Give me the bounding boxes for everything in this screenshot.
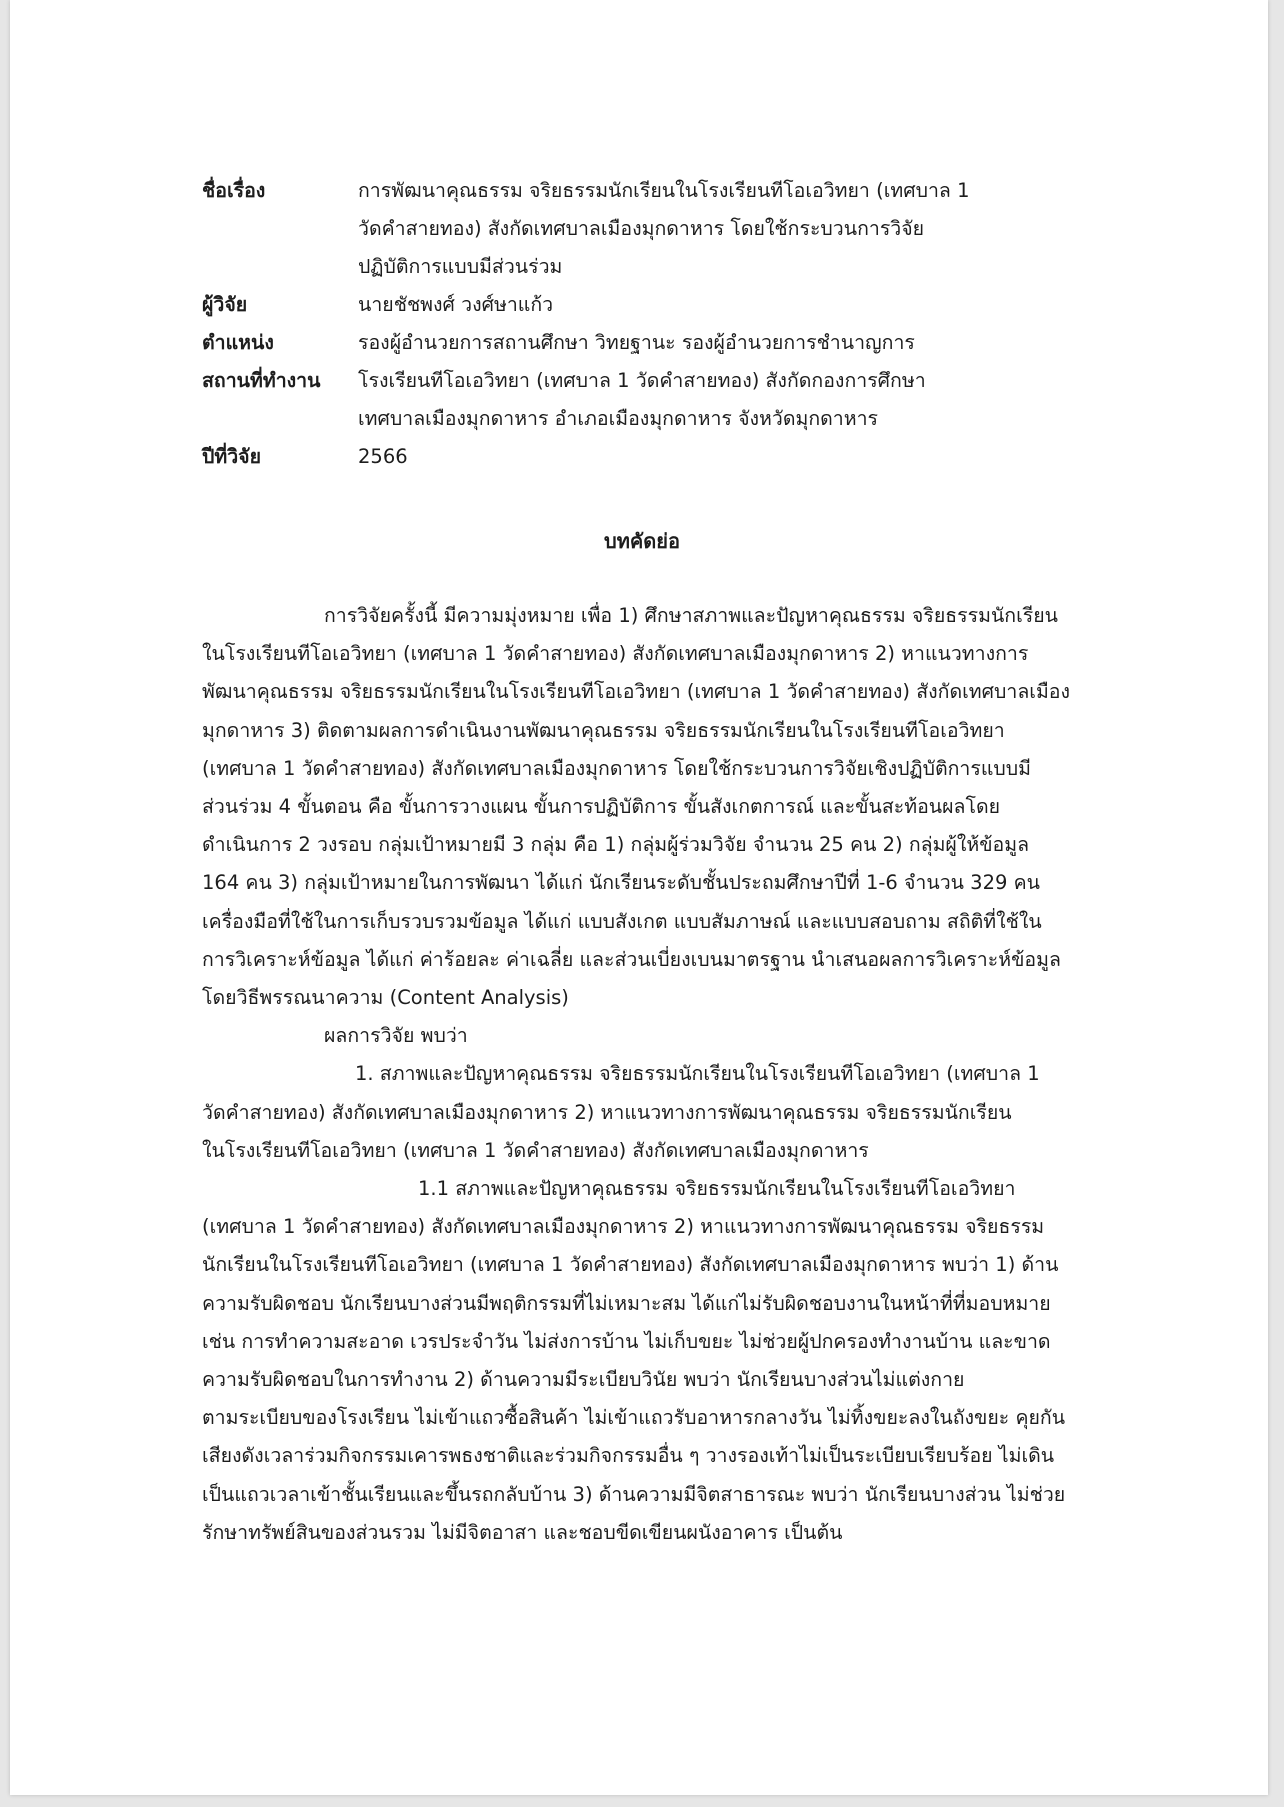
abstract-heading: บทคัดย่อ bbox=[604, 529, 680, 553]
abstract-line: 1.1 สภาพและปัญหาคุณธรรม จริยธรรมนักเรียนในโรงเรียนทีโอเอวิทยา bbox=[418, 1177, 1016, 1201]
abstract-line: การวิเคราะห์ข้อมูล ได้แก่ ค่าร้อยละ ค่าเฉลี่ย และส่วนเบี่ยงเบนมาตรฐาน นำเสนอผลการวิเคราะห์ข้อมูล bbox=[202, 947, 1061, 971]
meta-title-line: วัดคำสายทอง) สังกัดเทศบาลเมืองมุกดาหาร โดยใช้กระบวนการวิจัย bbox=[358, 217, 925, 240]
abstract-line: ในโรงเรียนทีโอเอวิทยา (เทศบาล 1 วัดคำสายทอง) สังกัดเทศบาลเมืองมุกดาหาร 2) หาแนวทางการ bbox=[202, 642, 1029, 666]
abstract-line: พัฒนาคุณธรรม จริยธรรมนักเรียนในโรงเรียนทีโอเอวิทยา (เทศบาล 1 วัดคำสายทอง) สังกัดเทศบาลเมือง bbox=[202, 680, 1071, 704]
abstract-line: (เทศบาล 1 วัดคำสายทอง) สังกัดเทศบาลเมืองมุกดาหาร 2) หาแนวทางการพัฒนาคุณธรรม จริยธรรม bbox=[202, 1215, 1045, 1239]
meta-title-value bbox=[358, 172, 1082, 286]
meta-title-row bbox=[202, 172, 1082, 286]
meta-position-label: ตำแหน่ง bbox=[202, 331, 274, 354]
abstract-line: วัดคำสายทอง) สังกัดเทศบาลเมืองมุกดาหาร 2) หาแนวทางการพัฒนาคุณธรรม จริยธรรมนักเรียน bbox=[202, 1100, 1012, 1124]
document-metadata bbox=[202, 172, 1082, 476]
abstract-line: รักษาทรัพย์สินของส่วนรวม ไม่มีจิตอาสา และชอบขีดเขียนผนังอาคาร เป็นต้น bbox=[202, 1520, 843, 1544]
meta-position-value: รองผู้อำนวยการสถานศึกษา วิทยฐานะ รองผู้อำนวยการชำนาญการ bbox=[358, 331, 915, 354]
meta-year-value: 2566 bbox=[358, 445, 408, 468]
abstract-line: ตามระเบียบของโรงเรียน ไม่เข้าแถวซื้อสินค้า ไม่เข้าแถวรับอาหารกลางวัน ไม่ทิ้งขยะลงในถังขยะ คุยกัน bbox=[202, 1406, 1066, 1430]
abstract-line: นักเรียนในโรงเรียนทีโอเอวิทยา (เทศบาล 1 วัดคำสายทอง) สังกัดเทศบาลเมืองมุกดาหาร พบว่า 1) ด้าน bbox=[202, 1253, 1059, 1277]
meta-year-label: ปีที่วิจัย bbox=[202, 445, 262, 468]
abstract-line: (เทศบาล 1 วัดคำสายทอง) สังกัดเทศบาลเมืองมุกดาหาร โดยใช้กระบวนการวิจัยเชิงปฏิบัติการแบบมี bbox=[202, 756, 1032, 780]
meta-researcher-label: ผู้วิจัย bbox=[202, 293, 248, 316]
meta-researcher-value: นายชัชพงศ์ วงศ์ษาแก้ว bbox=[358, 293, 554, 316]
meta-workplace-row bbox=[202, 362, 1082, 438]
abstract-line: ดำเนินการ 2 วงรอบ กลุ่มเป้าหมายมี 3 กลุ่ม คือ 1) กลุ่มผู้ร่วมวิจัย จำนวน 25 คน 2) กลุ่มผู้ให้ข้อมูล bbox=[202, 833, 1030, 857]
abstract-line: การวิจัยครั้งนี้ มีความมุ่งหมาย เพื่อ 1) ศึกษาสภาพและปัญหาคุณธรรม จริยธรรมนักเรียน bbox=[324, 604, 1058, 627]
abstract-line: เครื่องมือที่ใช้ในการเก็บรวบรวมข้อมูล ได้แก่ แบบสังเกต แบบสัมภาษณ์ และแบบสอบถาม สถิติที่ใช้ใน bbox=[202, 909, 1042, 933]
abstract-line: โดยวิธีพรรณนาความ (Content Analysis) bbox=[202, 986, 569, 1010]
meta-workplace-value bbox=[358, 362, 1082, 438]
meta-title-label: ชื่อเรื่อง bbox=[202, 179, 266, 202]
meta-position-row bbox=[202, 324, 1082, 362]
meta-workplace-label: สถานที่ทำงาน bbox=[202, 369, 321, 392]
meta-researcher-row bbox=[202, 286, 1082, 324]
meta-year-row bbox=[202, 438, 1082, 476]
meta-title-line: ปฏิบัติการแบบมีส่วนร่วม bbox=[358, 255, 563, 278]
abstract-line: ความรับผิดชอบ นักเรียนบางส่วนมีพฤติกรรมที่ไม่เหมาะสม ได้แก่ไม่รับผิดชอบงานในหน้าที่ที่มอบหมาย bbox=[202, 1291, 1051, 1315]
meta-workplace-line: โรงเรียนทีโอเอวิทยา (เทศบาล 1 วัดคำสายทอง) สังกัดกองการศึกษา bbox=[358, 369, 926, 392]
meta-workplace-line: เทศบาลเมืองมุกดาหาร อำเภอเมืองมุกดาหาร จังหวัดมุกดาหาร bbox=[358, 407, 879, 430]
abstract-line: ความรับผิดชอบในการทำงาน 2) ด้านความมีระเบียบวินัย พบว่า นักเรียนบางส่วนไม่แต่งกาย bbox=[202, 1368, 965, 1392]
abstract-line: 164 คน 3) กลุ่มเป้าหมายในการพัฒนา ได้แก่ นักเรียนระดับชั้นประถมศึกษาปีที่ 1-6 จำนวน 329 คน bbox=[202, 871, 1040, 895]
abstract-line: มุกดาหาร 3) ติดตามผลการดำเนินงานพัฒนาคุณธรรม จริยธรรมนักเรียนในโรงเรียนทีโอเอวิทยา bbox=[202, 718, 1005, 742]
meta-title-line: การพัฒนาคุณธรรม จริยธรรมนักเรียนในโรงเรียนทีโอเอวิทยา (เทศบาล 1 bbox=[358, 179, 970, 202]
abstract-line: ในโรงเรียนทีโอเอวิทยา (เทศบาล 1 วัดคำสายทอง) สังกัดเทศบาลเมืองมุกดาหาร bbox=[202, 1138, 869, 1162]
abstract-line: ส่วนร่วม 4 ขั้นตอน คือ ขั้นการวางแผน ขั้นการปฏิบัติการ ขั้นสังเกตการณ์ และขั้นสะท้อนผลโดย bbox=[202, 795, 1001, 819]
abstract-body bbox=[202, 597, 1122, 1552]
results-heading: ผลการวิจัย พบว่า bbox=[324, 1024, 468, 1048]
abstract-line: เสียงดังเวลาร่วมกิจกรรมเคารพธงชาติและร่วมกิจกรรมอื่น ๆ วางรองเท้าไม่เป็นระเบียบเรียบร้อย ไม่เดิน bbox=[202, 1444, 1055, 1468]
abstract-line: เช่น การทำความสะอาด เวรประจำวัน ไม่ส่งการบ้าน ไม่เก็บขยะ ไม่ช่วยผู้ปกครองทำงานบ้าน และขาด bbox=[202, 1329, 1051, 1353]
abstract-line: 1. สภาพและปัญหาคุณธรรม จริยธรรมนักเรียนในโรงเรียนทีโอเอวิทยา (เทศบาล 1 bbox=[355, 1062, 1040, 1086]
abstract-line: เป็นแถวเวลาเข้าชั้นเรียนและขึ้นรถกลับบ้าน 3) ด้านความมีจิตสาธารณะ พบว่า นักเรียนบางส่วน ไม่ช่วย bbox=[202, 1482, 1066, 1506]
